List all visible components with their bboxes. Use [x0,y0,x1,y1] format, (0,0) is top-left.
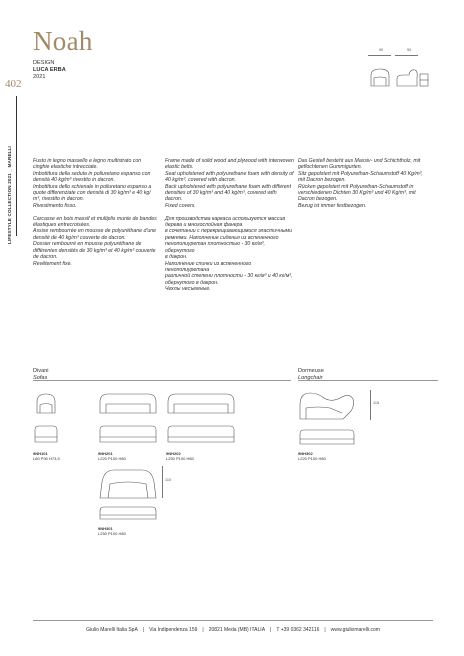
footer-phone: T +39 0362 342116 [276,627,320,633]
product-9nh302 [298,451,326,461]
footer-city: 20821 Meda (MB) ITALIA [208,627,266,633]
product-title: Noah [33,26,93,56]
description-english-russian: Frame made of solid wood and plywood with interwoven elastic belts. Seat upholstered with polyurethane foam with density of 40 kg/m³, covered with dacron. Back upholstered with polyurethane foam with different densities of 30 kg/m³ and 40 kg/m³, covered with dacron. Fixed covers. Для производства каркаса используется массив дерева и многослойная фанера в сочетании с перекрещивающимися эластичными ремнями. Наполнение сиденья из вспененного пенополиуретан плотностью - 30 кг/м³, обернутого в дакрон. Наполнение спинки из вспененного пенополиуретана различной степени плотности - 30 кг/м³ и 40 кг/м³, обернутого в дакрон. Чехлы несъемные. [165,158,294,293]
designer-name: LUCA ERBA [33,67,66,73]
side-divider [16,96,17,236]
longchair-front-drawing [298,428,356,446]
description-german: Das Gestell besteht aus Massiv- und Schichtholz, mit geflochtenen Gummigurten. Sitz gepolstert mit Polyurethan-Schaumstoff 40 Kg/m³, mit Dacron bezogen. Rücken gepolstert mit Polyurethan-Schaumstoff in verschiedenen Dichten 30 Kg/m³ und 40 Kg/m³, mit Dacron bezogen. Bezug ist immer festbezogen. [298,158,423,209]
armchair-side-thumbnail [395,68,419,88]
product-code: 9NH201 [98,451,113,456]
description-italian-french: Fusto in legno massello e legno multistrato con cinghie elastiche intrecciate. Imbottitura della seduta in poliuretano espanso con densità 40 kg/m³ rivestito in dacron. Imbottitura dello schienale in poliuretano espanso a quote differenziate con densità di 30 kg/m³ e 40 kg/ m³, rivestito in dacron. Rivestimento fisso. Carcasse en bois massif et multiplis munie de bandes élastiques entrecroisées. Assise rembourrée en mousse de polyuréthane d'une densité de 40 kg/m³ couverte de dacron. Dossier rembourré en mousse polyuréthane de différentes densités de 30 kg/m³ et 40 kg/m³ couverte de dacron. Revêtement fixe. [33,158,157,267]
product-code: 9NH301 [98,526,113,531]
footer-web[interactable]: www.giuliomarelli.com [330,627,380,633]
product-dims: L80 P90 H73,5 [33,456,60,461]
section-sofas-label-en: Sofas [33,375,48,381]
section-longchair-rule [298,380,438,381]
product-code: 9NH302 [298,451,313,456]
product-dims: L250 P100 H80 [98,531,126,536]
product-dims: L250 P100 H80 [166,456,194,461]
product-9nh301 [98,526,126,536]
dim-line-top-1 [368,55,391,56]
collection-label: LIFESTYLE COLLECTION 2021 _ MARELLI [7,145,12,244]
product-dims: L220 P100 H80 [98,456,126,461]
armchair-top-drawing [33,392,59,414]
product-9nh202 [166,451,194,461]
section-longchair-label: Dormeuse [298,368,324,374]
dim-line-curved-sofa [162,466,163,498]
dim-line-longchair [370,390,371,420]
armchair-back-thumbnail [419,73,429,87]
dim-label-longchair: 115 [373,401,380,405]
footer-company: Giulio Marelli Italia SpA [86,627,138,633]
footer-rule [33,620,433,621]
dim-line-top-2 [395,55,418,56]
section-longchair-label-en: Longchair [298,375,323,381]
footer: Giulio Marelli Italia SpA | Via Indipendenza 159 | 20821 Meda (MB) ITALIA | T +39 0362 342116 | www.giuliomarelli.com [86,627,380,633]
sofa-250-front-drawing [166,424,236,444]
sofa-250-top-drawing [166,392,236,414]
armchair-front-thumbnail [368,68,392,88]
product-9nh101 [33,451,60,461]
section-sofas-label: Divani [33,368,49,374]
longchair-top-drawing [298,389,356,421]
sofa-220-top-drawing [98,392,158,414]
design-year: 2021 [33,74,46,80]
product-dims: L220 P100 H80 [298,456,326,461]
design-label: DESIGN [33,60,55,66]
product-code: 9NH202 [166,451,181,456]
footer-address: Via Indipendenza 159 [149,627,198,633]
section-sofas-rule [33,380,291,381]
design-credits [33,60,66,81]
curved-sofa-front-drawing [98,505,158,521]
dim-label-top-2: 90 [407,48,412,52]
product-code: 9NH101 [33,451,48,456]
product-9nh201 [98,451,126,461]
dim-label-top-1: 90 [379,48,384,52]
dim-label-curved-sofa: 110 [165,478,172,482]
sofa-220-front-drawing [98,424,158,444]
curved-sofa-top-drawing [98,466,158,500]
page-number: 402 [5,78,22,90]
armchair-front-drawing [33,424,59,444]
